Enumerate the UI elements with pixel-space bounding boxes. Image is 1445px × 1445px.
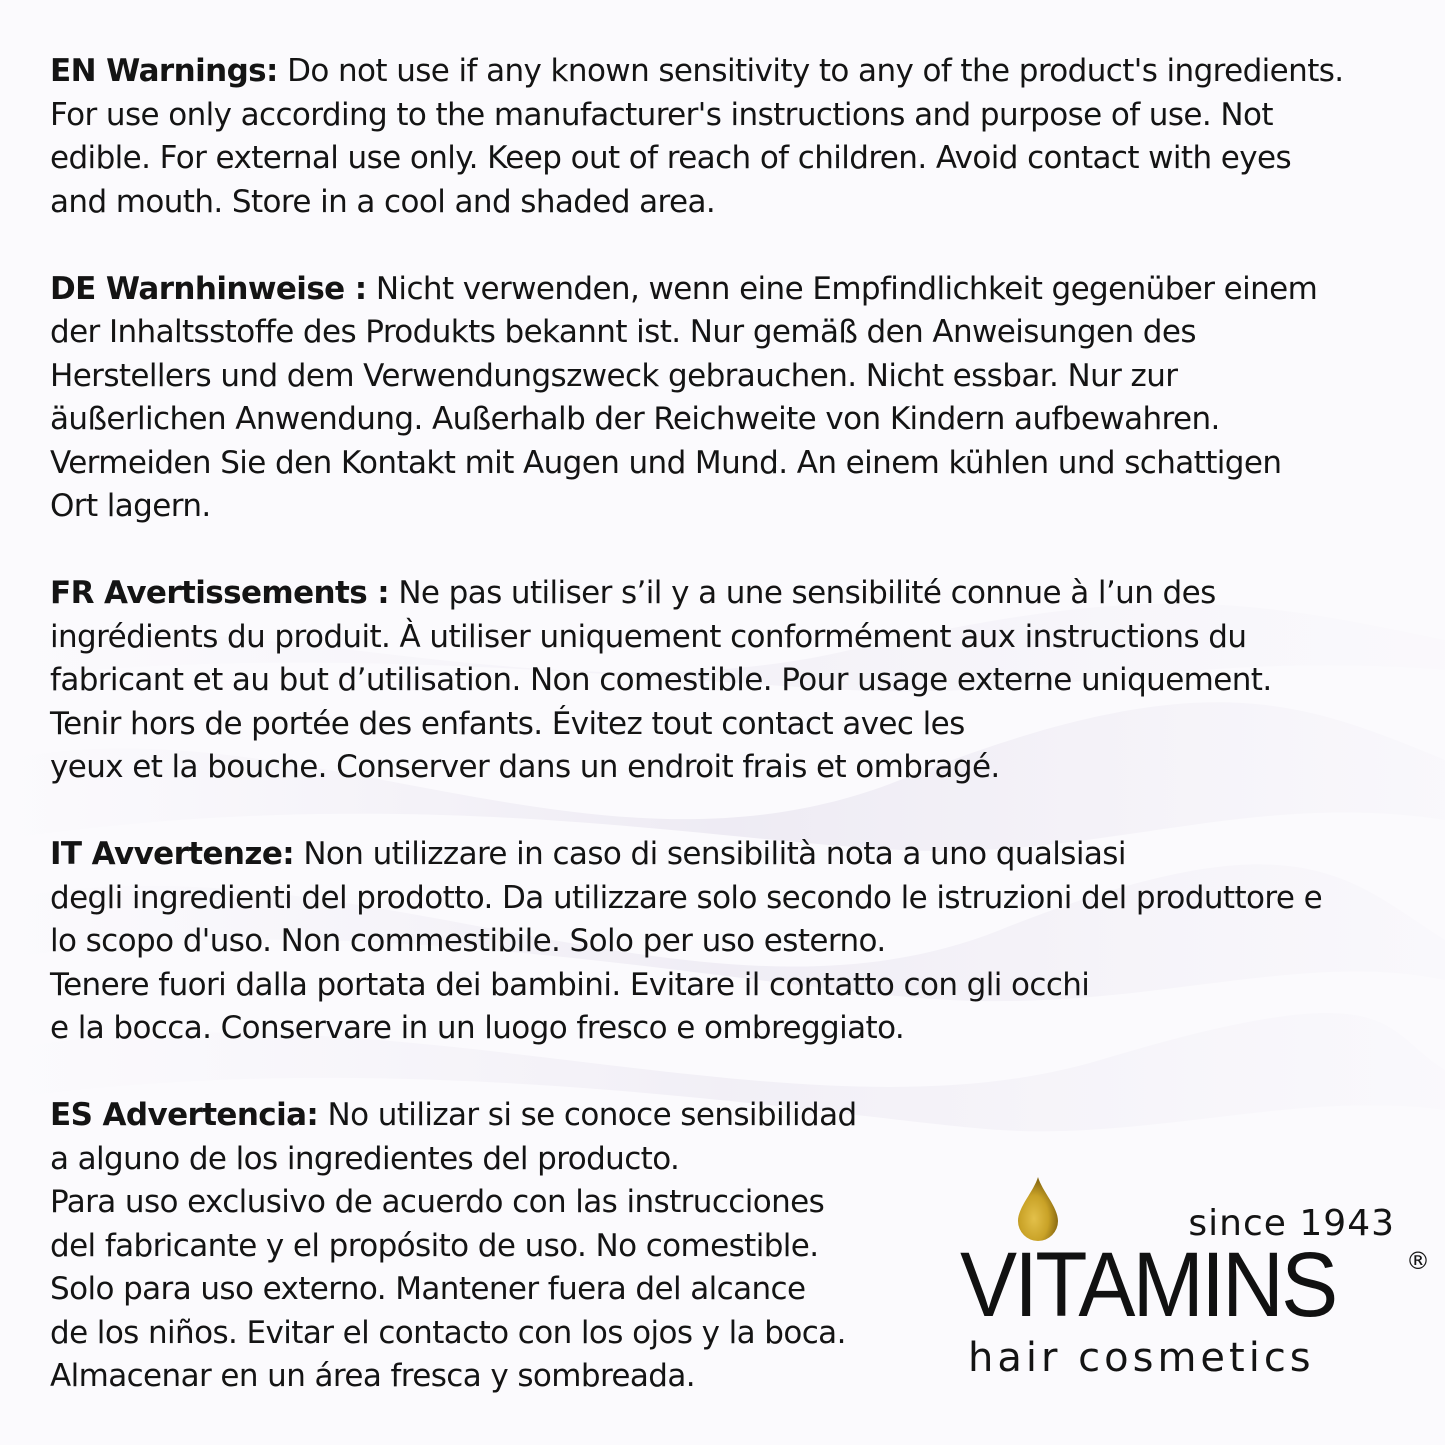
- section-label: DE Warnhinweise :: [50, 270, 367, 307]
- section-line: Tenir hors de portée des enfants. Évitez tout contact avec les: [50, 705, 965, 742]
- warning-section-fr: [50, 572, 1420, 790]
- section-line: del fabricante y el propósito de uso. No comestible.: [50, 1227, 819, 1264]
- section-line: fabricant et au but d’utilisation. Non comestible. Pour usage externe uniquement.: [50, 662, 1272, 698]
- registered-mark: ®: [1406, 1247, 1430, 1275]
- section-label: IT Avvertenze:: [50, 836, 295, 872]
- section-first-line: [50, 50, 1420, 94]
- section-line: degli ingredienti del prodotto. Da utilizzare solo secondo le istruzioni del produttore e: [50, 879, 1323, 916]
- section-text: No utilizar si se conoce sensibilidad: [318, 1097, 857, 1133]
- section-gap: [50, 1051, 1420, 1095]
- section-line: ingrédients du produit. À utiliser uniquement conformément aux instructions du: [50, 618, 1247, 655]
- section-text: Nicht verwenden, wenn eine Empfindlichkeit gegenüber einem: [366, 270, 1318, 307]
- section-line: der Inhaltsstoffe des Produkts bekannt ist. Nur gemäß den Anweisungen des: [50, 314, 1196, 350]
- section-text: Ne pas utiliser s’il y a une sensibilité connue à l’un des: [389, 575, 1216, 611]
- section-first-line: [50, 572, 1420, 616]
- section-line: and mouth. Store in a cool and shaded area.: [50, 183, 716, 220]
- section-label: ES Advertencia:: [50, 1097, 319, 1133]
- since-year-text: since 1943: [1188, 1203, 1395, 1244]
- section-line: Solo para uso externo. Mantener fuera del alcance: [50, 1271, 806, 1307]
- section-line: a alguno de los ingredientes del producto.: [50, 1140, 680, 1177]
- section-line: For use only according to the manufacturer's instructions and purpose of use. Not: [50, 96, 1273, 133]
- brand-name: VITAMINS: [960, 1234, 1336, 1336]
- section-gap: [50, 790, 1420, 834]
- section-label: EN Warnings:: [50, 53, 278, 89]
- section-line: edible. For external use only. Keep out of reach of children. Avoid contact with eyes: [50, 140, 1292, 176]
- section-line: yeux et la bouche. Conserver dans un endroit frais et ombragé.: [50, 749, 1000, 785]
- section-gap: [50, 224, 1420, 268]
- warning-section-it: [50, 833, 1420, 1051]
- section-first-line: [50, 268, 1420, 312]
- warning-section-en: [50, 50, 1420, 224]
- section-line: Herstellers und dem Verwendungszweck gebrauchen. Nicht essbar. Nur zur: [50, 357, 1178, 394]
- section-gap: [50, 529, 1420, 573]
- brand-tagline: hair cosmetics: [968, 1335, 1315, 1381]
- section-first-line: [50, 833, 1420, 877]
- section-line: lo scopo d'uso. Non commestibile. Solo per uso esterno.: [50, 923, 886, 959]
- section-line: Para uso exclusivo de acuerdo con las instrucciones: [50, 1184, 825, 1220]
- section-line: de los niños. Evitar el contacto con los ojos y la boca.: [50, 1314, 846, 1351]
- oil-drop-icon: [1016, 1177, 1060, 1241]
- section-line: Tenere fuori dalla portata dei bambini. Evitare il contatto con gli occhi: [50, 966, 1090, 1003]
- section-line: e la bocca. Conservare in un luogo fresco e ombreggiato.: [50, 1010, 905, 1046]
- vitamins-logo: [960, 1175, 1430, 1395]
- warning-section-de: [50, 268, 1420, 529]
- section-line: Ort lagern.: [50, 488, 211, 524]
- section-first-line: [50, 1094, 1420, 1138]
- section-text: Do not use if any known sensitivity to any of the product's ingredients.: [277, 53, 1344, 89]
- section-line: Vermeiden Sie den Kontakt mit Augen und Mund. An einem kühlen und schattigen: [50, 444, 1282, 481]
- section-line: äußerlichen Anwendung. Außerhalb der Reichweite von Kindern aufbewahren.: [50, 401, 1220, 437]
- section-text: Non utilizzare in caso di sensibilità nota a uno qualsiasi: [294, 836, 1126, 872]
- section-line: Almacenar en un área fresca y sombreada.: [50, 1358, 696, 1394]
- section-label: FR Avertissements :: [50, 575, 390, 611]
